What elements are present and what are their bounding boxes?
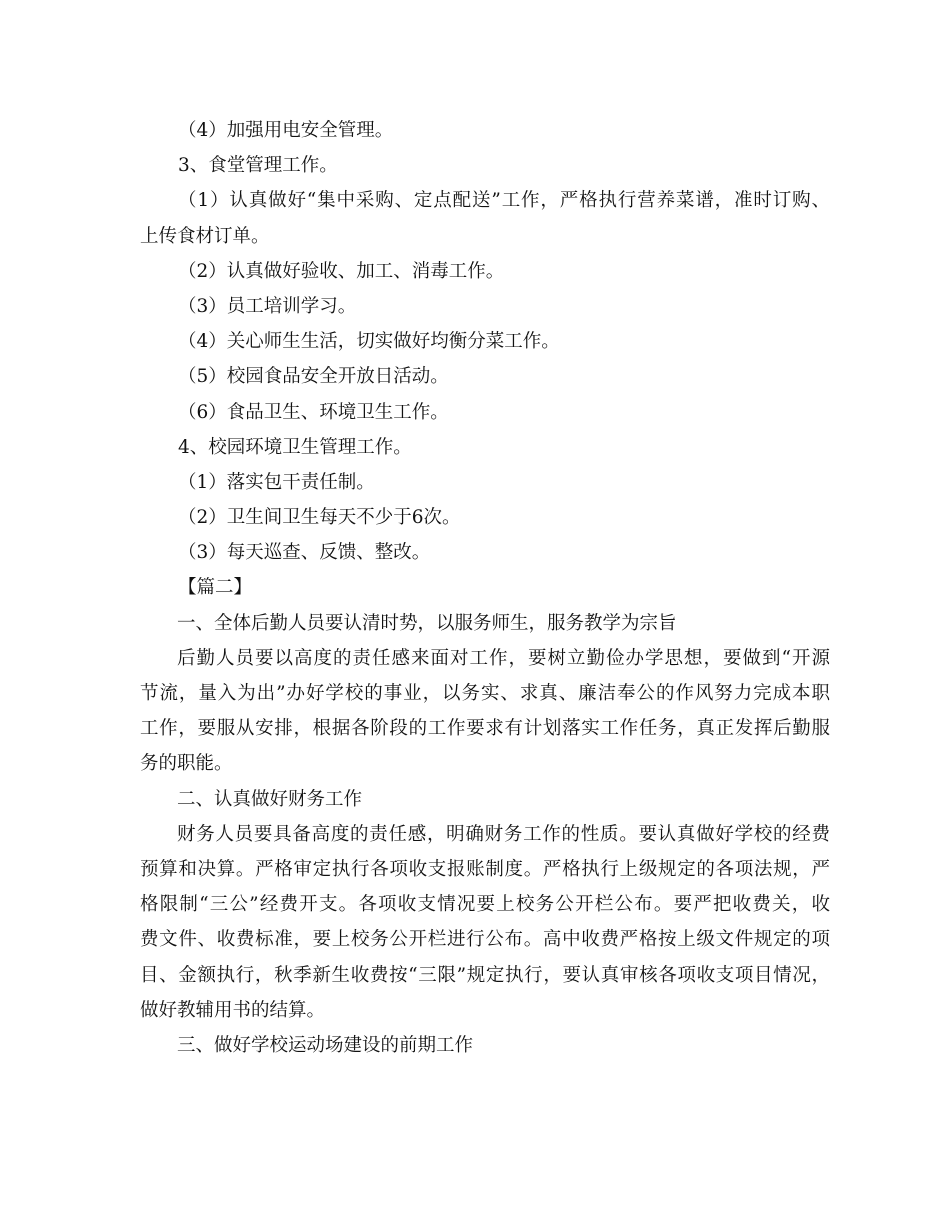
text-line: （4）加强用电安全管理。	[178, 120, 394, 141]
text-line: （4）关心师生生活，切实做好均衡分菜工作。	[178, 331, 560, 353]
section-heading: 一、全体后勤人员要认清时势，以服务师生，服务教学为宗旨	[177, 612, 677, 634]
text-line: 格限制“三公”经费开支。各项收支情况要上校务公开栏公布。要严把收费关，收	[140, 894, 830, 916]
text-line: 预算和决算。严格审定执行各项收支报账制度。严格执行上级规定的各项法规，严	[140, 858, 830, 880]
document-body	[140, 113, 830, 1063]
part-heading: 【篇二】	[178, 577, 253, 599]
text-line: （2）认真做好验收、加工、消毒工作。	[178, 260, 505, 282]
text-line: 做好教辅用书的结算。	[140, 999, 326, 1021]
section-heading: 3、食堂管理工作。	[178, 155, 338, 177]
section-heading: 二、认真做好财务工作	[177, 788, 363, 810]
text-line: （2）卫生间卫生每天不少于6次。	[178, 507, 461, 529]
text-line: （3）员工培训学习。	[178, 295, 357, 317]
text-line: 节流，量入为出”办好学校的事业，以务实、求真、廉洁奉公的作风努力完成本职	[140, 683, 830, 704]
text-line: 工作，要服从安排，根据各阶段的工作要求有计划落实工作任务，真正发挥后勤服	[140, 718, 830, 740]
text-line: 上传食材订单。	[140, 225, 270, 247]
text-line: （6）食品卫生、环境卫生工作。	[178, 401, 449, 423]
text-line: （1）落实包干责任制。	[178, 471, 375, 493]
text-line: 务的职能。	[140, 753, 233, 775]
text-line: （1）认真做好“集中采购、定点配送”工作，严格执行营养菜谱，准时订购、	[178, 190, 830, 212]
section-heading: 4、校园环境卫生管理工作。	[178, 436, 412, 458]
text-line: 财务人员要具备高度的责任感，明确财务工作的性质。要认真做好学校的经费	[177, 823, 830, 845]
text-line: 后勤人员要以高度的责任感来面对工作，要树立勤俭办学思想，要做到“开源	[177, 647, 830, 669]
section-heading: 三、做好学校运动场建设的前期工作	[177, 1034, 474, 1056]
text-line: （5）校园食品安全开放日活动。	[178, 366, 449, 388]
text-line: （3）每天巡查、反馈、整改。	[178, 542, 431, 564]
text-line: 费文件、收费标准，要上校务公开栏进行公布。高中收费严格按上级文件规定的项	[140, 929, 830, 951]
text-line: 目、金额执行，秋季新生收费按“三限”规定执行，要认真审核各项收支项目情况，	[140, 964, 830, 986]
